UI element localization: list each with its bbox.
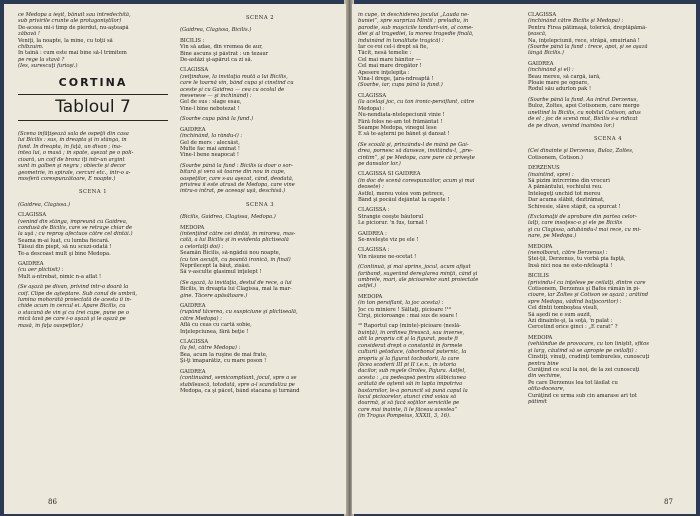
text-line: (Scena înfăţişează sala de ospeţii din casa <box>18 131 129 138</box>
text-line: sunt în galben şi negru ; obiecte şi decor <box>18 163 126 170</box>
text-line: Fără folos ne-am tot frământat ! <box>358 118 443 125</box>
text-line: şi cu Clagissa, adubându-l mai rece, cu mi- <box>528 226 641 233</box>
text-line: ce Medopa a ieşit, bănuit sau întredechită, <box>18 12 131 18</box>
text-line: locul picioarelor, atunci cînd voiau să <box>358 393 457 400</box>
text-line: (cu aer plictisit) : <box>18 267 64 274</box>
text-line: Schivesie, slăve stâpit, ca spurcat ! <box>528 203 621 210</box>
left-col2-text <box>180 15 340 394</box>
text-line: GAIDREA <box>528 60 554 67</box>
text-line: În taină : cum este mai bine să-l trimitem <box>18 50 127 57</box>
text-line: CLAGISSA <box>180 67 209 74</box>
text-line: propriu şi la figurat tocbodarii, la care <box>358 355 460 362</box>
text-line: a celorlalţi doi) : <box>180 243 224 250</box>
text-line: Mult a-ntrebat, nimic n-a aflat ! <box>18 273 102 280</box>
text-line: către Medopa) : <box>180 315 222 322</box>
text-line: umbrele, mari, ale picioarelor sunt proiectate <box>358 277 479 284</box>
text-line: gine. Tăcere apăsătoare.) <box>180 292 248 299</box>
text-line: SCENA 2 <box>245 15 275 21</box>
text-line: (la fel, către Medopa) : <box>180 345 241 352</box>
text-line <box>180 195 340 199</box>
text-line: zăbavă ! <box>18 31 40 38</box>
text-line: Astfel, mereu voios vom petrece, <box>358 190 445 197</box>
text-line: GAIDREA <box>180 303 206 310</box>
text-line: bitură şi vera să toarne din nou în cupe, <box>180 169 286 176</box>
text-line: din vechime, <box>528 373 562 380</box>
text-line: (în Trogus Pompeius, XXXII, 3, 16). <box>358 413 451 420</box>
text-line: Vin răsune ne-ocetat ! <box>358 253 417 260</box>
text-line: Înţelepciunea, fără beţie ! <box>180 328 249 335</box>
cortina-title: CORTINA <box>58 75 128 89</box>
text-line: Medopa) : <box>358 105 385 112</box>
text-line: (în doc de scenă corespunzător, acum şi mai <box>358 177 475 184</box>
text-line: (rupând tăcerea, cu suspiciune şi plictiseală, <box>180 309 298 316</box>
text-line: CLAGISSA : <box>358 247 390 254</box>
text-line: Bea, acum la ruşine de mai frate, <box>180 351 268 358</box>
text-line: (Ies, surescuţi furioşi.) <box>18 63 78 70</box>
text-line: considerat drept o constantă în formele <box>358 342 463 349</box>
text-line: Tăcit, nesă temelie : <box>358 50 412 57</box>
text-line: (Soarbe, iar, cupa până la fund.) <box>358 82 443 89</box>
right-column-2 <box>528 12 688 405</box>
text-line: coif. Clipe de aşteptare. Sub conul de umbră, <box>18 290 138 297</box>
text-line: BICILIS : <box>180 37 205 44</box>
text-line: Cirşi, picioroange : mai sus de soare ! <box>358 313 458 320</box>
text-line: buinţă), în ordinea firească, sau inverse, <box>358 329 465 336</box>
text-line: MEDOPA <box>180 224 205 231</box>
text-line: CLAGISSA <box>18 212 47 219</box>
text-line: buniei”, spre surpriza Mintii ; preludiu, în <box>358 18 469 25</box>
text-line: E să te-aşterni pe bănet şi dansat ! <box>358 131 450 138</box>
text-line: Curăţind ce scul la noi, de la zei cunoscuţi <box>528 366 640 373</box>
left-page-number: 86 <box>48 498 57 506</box>
text-line: (Soarbe cupa până la fund.) <box>180 116 254 123</box>
right-page-number: 87 <box>664 498 673 506</box>
text-line: lui Bicilis : sus, în dreapta şi în stânga, în <box>18 137 127 144</box>
text-line: lângă Bicilis.) <box>528 50 564 57</box>
text-line: (închinând către Bicilis şi Medopa) : <box>528 18 624 25</box>
text-line: mosferă corespunzătoare, E noapte.) <box>18 175 116 182</box>
text-line: (Se aşază pe divan, privind într-o doară la <box>18 284 129 291</box>
text-line: deosete) : <box>358 184 384 191</box>
text-line: Vin să adae, din vremea de aur, <box>180 44 263 51</box>
text-line: Te-a descoast mult şi bine Medopa. <box>18 250 111 257</box>
text-line: GAIDREA : <box>358 230 387 237</box>
text-line: (la acelaşi joc, cu ton ironic-persiflant, către <box>358 99 475 106</box>
text-line: lalţi, care însoţesc-o şi ele pe Bicilis <box>528 220 623 227</box>
text-line: Strangie ceeşte băutorul <box>358 213 424 220</box>
text-line: Ştei-ţii, Derzenus, tu vorbă pia fapţă, <box>528 256 626 263</box>
text-line: MEDOPA <box>528 243 553 250</box>
text-line: Dar acuma slăbit, deztrămat, <box>528 197 605 204</box>
text-line: (Soarbe până la fund : trece, apoi, şi se aşază <box>528 44 648 51</box>
text-line: cintim”, şi pe Medopa, care pare că priveşte <box>358 154 475 161</box>
text-line: CLAGISSA <box>358 92 387 99</box>
text-line: Veniţi, la noapte, la mine, cu toţii să <box>18 37 113 44</box>
left-col1-bottom-text <box>18 131 168 329</box>
text-line: chibzuim. <box>18 44 44 51</box>
text-line: chide acum în cercul ei. Apare Bicilis, cu <box>18 303 126 310</box>
text-line: bastarnilor, le-a poruncit să pună capul la <box>358 387 468 394</box>
text-line: Le piciorur. 'n fus, turnat ! <box>358 220 428 227</box>
text-line: GAIDREA <box>180 126 206 133</box>
text-line: Întelegeţi unchid tot mereu <box>528 190 601 197</box>
text-line <box>18 182 168 186</box>
text-line: intea lui, o masă ; în spate, aşezat pe o poli- <box>18 150 134 157</box>
text-line: culturii getodace, (aborbonal paternic, la <box>358 349 467 356</box>
text-line: Şi-ţi îmaparătiz, cu mare poson ! <box>180 358 267 365</box>
text-line: GAIDREA <box>180 368 206 375</box>
text-line: cioare, iar Zoltes şi Cotison se aşază ; arătînd <box>528 292 649 299</box>
text-line: (în ton persiflant, la joc acesta) : <box>358 300 444 307</box>
text-line: Vine-l bine nebotezat ! <box>180 105 240 112</box>
text-line: Să pizim întrcrrime din vrocuri <box>528 177 610 184</box>
text-line: dacilor, sub regele Oroles, Pajura. Astfel, <box>358 368 466 375</box>
text-line: ¹⁰ Raportul cap (minte)-picioare (neslă- <box>358 323 461 330</box>
text-line: De-astăzi şi-apărut ca zi să. <box>180 57 253 64</box>
text-line: sub privirile crunte ale protagoniştilor) <box>18 18 122 25</box>
text-line: (Soarbe până la fund : Bicilis ia doar o sor- <box>180 162 293 169</box>
text-line: care mai înainte, li le făceau acestea” <box>358 406 458 413</box>
text-line: Pentru Firea pătimaşă, tolerică, dreptăpămâ- <box>528 24 647 31</box>
text-line: pe rege la stavă ? <box>18 56 65 63</box>
text-line: arătată de oştenii săi în lupta împotriva <box>358 381 463 388</box>
text-line: Cel mai mare bănitor — <box>358 56 421 63</box>
text-line: drea, pornesc să danseze, invitându-l, „pre- <box>358 148 473 155</box>
text-line: SCENA 4 <box>593 135 623 142</box>
text-line: pentru bine <box>528 360 559 367</box>
text-line: de pe divan, venind înaintea lor.) <box>528 122 615 129</box>
text-line: Rodul său adurlon pak ! <box>528 86 592 93</box>
text-line: A pământului, vochiului reu. <box>528 184 603 191</box>
text-line: SCENA 1 <box>78 189 108 196</box>
text-line: Gel de sus : slage esau, <box>180 99 242 106</box>
text-line: (Continuă, şi mai aprins, jocul, acum afişat <box>358 264 471 271</box>
text-line: (zeiţinduse, la invitaţia mută a lui Bicilis, <box>180 73 288 80</box>
text-line: Iar ce-roi cel-i drept să fie, <box>358 44 429 51</box>
text-line: Neprilecept la băut, zisăsi. <box>180 263 251 269</box>
text-line: Bicilis, în dreapta lui Clagissa, mai la mar- <box>180 286 292 293</box>
text-line: Se-nveleşte viz pe ele ! <box>358 237 419 243</box>
text-line: în cupe, în deschiderea jocului „Lauda ne- <box>358 12 469 18</box>
text-line: Bine ascuns şi păstrat : un tezaur <box>180 50 269 57</box>
text-line: Cercetind orice ginci : „E curat” ? <box>528 324 618 331</box>
text-line: lumina mohorâtă proiectată de acesta îi în- <box>18 297 132 303</box>
left-column-2 <box>180 12 340 394</box>
text-line: Na, înţelepciunii, rece, străpă, smuiriană ! <box>528 37 640 44</box>
text-line: astfel.) <box>358 283 377 290</box>
text-line: Vina-l drege, ţara-ndreaptă ! <box>358 76 434 83</box>
text-line: oaspeţilor, care s-au aşezat, când, deodată, <box>180 175 294 182</box>
left-col1-top-text <box>18 12 168 70</box>
right-column-1 <box>358 12 518 420</box>
text-line: ţească, <box>528 31 547 38</box>
text-line: Află cu ceas cu cartă sobie, <box>180 322 252 329</box>
text-line: CLAGISSA : <box>358 207 390 214</box>
text-line: Cotisonem, Derzenus şi Bafos rămân în pi- <box>528 286 640 293</box>
text-line: fariband, sugerând dereglarea minţii, când şi <box>358 270 478 277</box>
text-line: SCENA 3 <box>245 201 275 208</box>
text-line: MEDOPA <box>528 334 553 341</box>
text-line: DERZENUS <box>528 165 560 172</box>
text-line: doarmă, şi să facă soţiilor serviciile pe <box>358 400 460 407</box>
text-line: (Exclamaţii de aprobare din partea celor- <box>528 213 637 220</box>
text-line: De-aceea mi-i timp de pierdut, nu-aşteapă <box>18 24 129 31</box>
text-line: uneltind lu Bicilis, cu nobilul Cotison, adus <box>528 109 641 116</box>
text-line: Cotisonem, Cotison.) <box>528 154 583 161</box>
text-line: fund. În dreapta, în faţă, un divan ; îna- <box>18 143 122 150</box>
text-line: Curăţind ce urma sub cin amarase ari tot <box>528 392 637 399</box>
text-line: şi larg, căutînd să se apropie pe ceilalţi) : <box>528 347 637 354</box>
text-line: Tăisui din piept, să nu scuzi-odată ! <box>18 244 112 251</box>
text-line: Buloz, Zoltes, apoi Cotisonem, care merge <box>528 103 640 110</box>
text-line: Apesere înţelepiţa : <box>358 69 410 76</box>
text-line: (Cei dinainte şi Derzenus, Buloz, Zoltes, <box>528 148 634 155</box>
text-line: condusă de Bicilis, care se retrage chiar de <box>18 224 133 231</box>
text-line: (Soarbe până la fund. Au intrat Derzenus, <box>528 96 639 103</box>
text-line: (Se scoală şi, prinzându-l de mână pe Gai- <box>358 141 469 148</box>
text-line: Cel mai mare drogător ! <box>358 63 422 70</box>
text-line: (Se aşază, la invitaţia, destul de rece, a lui <box>180 279 292 286</box>
text-line: Seampe Medopa, vinegul lese <box>358 124 437 131</box>
text-line: (înaintind, spre) : <box>528 171 574 178</box>
text-line: mică tavă pe care i-o aşază şi le aşază pe <box>18 316 126 323</box>
text-line: cioară, un coif de bronz iţi într-un argint <box>18 156 125 163</box>
text-line: cată, a lui Bicilis şi în evidenta plictiseală <box>180 237 289 244</box>
text-line: Beau mereu, să cargă, iară, <box>528 73 601 80</box>
text-line: atita-doceare, <box>528 386 565 393</box>
text-line: Seamăn Bicilis, să-ngădui nou noapte, <box>180 250 281 257</box>
text-line: Cinstiţi, vinuţi, cradinţi tembureles, cunoscuţi <box>528 354 650 361</box>
text-line: (Gaidrea, Clagissa.) <box>18 201 70 208</box>
text-line: (continuând, semicomptiant, jocul, spre a se <box>180 375 297 382</box>
right-col2-text <box>528 12 688 405</box>
text-line: Seama m-ai luat, cu lumba fiecară. <box>18 237 110 244</box>
text-line: Bând şi pocăul dejântat la capete ! <box>358 196 450 203</box>
text-line: (nenolborat, către Derzenus) : <box>528 250 608 256</box>
text-line: geometrie, în spirale, cercuri etc., într-o a- <box>18 169 131 176</box>
text-line: Însă nici noa ne este-nfeleaptă ! <box>528 262 613 269</box>
text-line: (Gaidrea, Clagissa, Bicilis.) <box>180 27 252 34</box>
text-line: o stacană de vin şi cu trei cupe, pune pe o <box>18 309 129 316</box>
text-line: de el ; joc de scenă mut, Bicilis s-a ridicat <box>528 116 638 123</box>
text-line: Multe fac mai aminat ! <box>180 145 240 152</box>
text-line: acesta : „ca pedeapsă pentru slăbiciunea <box>358 374 466 381</box>
text-line: (Bicilis, Gaidrea, Clagissa, Medopa.) <box>180 214 276 221</box>
text-line: Medopa, ca şi păcet, bând stacana şi turnând <box>180 387 300 394</box>
text-line: stabilească, totodată, spre a-l scandaliza pe <box>180 381 295 388</box>
text-line: Nu-nendiata-ntelepeciunii vinie ! <box>358 112 445 119</box>
text-line: (privindu-l cu înţelese pe ceilalţi, dintre care <box>528 279 646 286</box>
text-line: (venind din stânga, împreună cu Gaidrea, <box>18 218 128 225</box>
text-line: Vine-l bene neapocat ! <box>180 152 239 159</box>
text-line: parodie, sub maşcicile tonduri-vin, al come- <box>358 24 474 31</box>
text-line: (închinând şi el) : <box>528 67 574 74</box>
text-line: Azi dinainte-şi, la soţă, 'n palat : <box>528 318 613 325</box>
text-line: care le toarnă vin, bând cupa şi cinstind cu <box>180 80 294 87</box>
text-line: spre Medopa, vădind batjocoritor) : <box>528 298 622 305</box>
text-line: atit la propriu cît şi la figurat, poate fi <box>358 336 458 343</box>
text-line: aceste şi cu Gaidrea — cea cu ocolul de <box>180 86 285 93</box>
text-line: CLAGISSA <box>528 12 557 18</box>
text-line: masă, în faţa oaspeţilor.) <box>18 322 83 329</box>
text-line <box>528 129 688 133</box>
text-line: BICILIS <box>528 273 549 280</box>
text-line: pătimit <box>528 398 547 405</box>
text-line: înduinând în tonalitate tragică) : <box>358 37 444 44</box>
right-col1-text <box>358 12 518 420</box>
text-line: intra-o intrat, pe aceeaşi uşă, deschisă.) <box>180 188 286 195</box>
text-line: Gel de mers : alecxăst, <box>180 139 240 146</box>
right-page <box>352 4 696 514</box>
text-line: (cu ton ascuţit, cu poantă ironică, în final) <box>180 256 291 263</box>
text-line: (închinând, la rându-i) : <box>180 133 243 140</box>
text-line: Să v-asculte glasimul înţelept ! <box>180 269 262 276</box>
text-line: la uşă ; cu reproş afectuos către cel dintâi.) <box>18 231 133 238</box>
text-line: GAIDREA <box>18 260 44 267</box>
text-line: CLAGISSA <box>180 339 209 346</box>
text-line: Joc cu miniere ! Săltaţi, picioare !¹⁰ <box>358 306 451 313</box>
text-line: nare, pe Medopa.) <box>528 233 577 240</box>
tablou-heading-box <box>18 94 168 121</box>
text-line: făcea scoderii III pi II î.e.n., în istoria <box>358 361 457 368</box>
text-line: (intenţiind către cei dintâi, în mirarea, mas- <box>180 230 296 237</box>
text-line: (vehiăndue de provocare, cu ton liniştit, sfitos <box>528 341 649 348</box>
tablou-title: Tabloul 7 <box>55 97 131 118</box>
text-line: Pe care Derzenus lea tot lăsilat cu <box>528 379 618 386</box>
text-line: diei şi al tragediei, la morea tragedie finală, <box>358 31 474 38</box>
left-page <box>4 4 346 514</box>
text-line: mesenese — şi închinând) : <box>180 93 252 100</box>
text-line: CLAGISSA SI GAIDREA <box>358 171 421 178</box>
text-line: Cel dintîi tomboştea visuli, <box>528 305 599 312</box>
text-line: Ploaie mare pe ogoare, <box>528 80 589 87</box>
left-column-1 <box>18 12 168 329</box>
text-line: pe dansalor lor.) <box>358 160 401 167</box>
text-line: Să aşedi ne e sum auzit, <box>528 311 592 318</box>
text-line: privirea îi este atrasă de Medopa, care vine <box>180 181 295 188</box>
text-line: MEDOPA <box>358 293 383 300</box>
